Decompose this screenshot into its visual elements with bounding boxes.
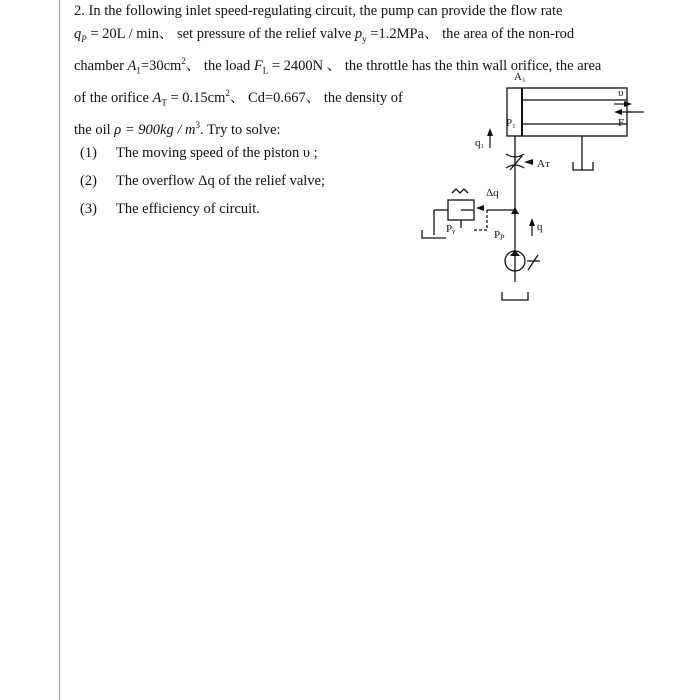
label-p1: P₁ <box>506 117 516 129</box>
throttle-adjust <box>510 156 522 170</box>
label-pp: Pₚ <box>494 229 505 241</box>
q1-arrow-icon <box>487 128 493 136</box>
throttle-arrow-icon <box>524 159 533 165</box>
pump-motor-arrow <box>528 255 538 270</box>
question-2: (2) The overflow Δq of the relief valve; <box>80 173 326 190</box>
relief-spring-icon <box>452 189 468 193</box>
problem-line-1: 2. In the following inlet speed-regulating circuit, the pump can provide the flow rate <box>74 3 563 19</box>
velocity-arrow-icon <box>624 101 632 107</box>
tank-symbol-pump <box>502 292 528 300</box>
label-q: q <box>537 221 543 233</box>
label-dq: Δq <box>486 187 499 199</box>
force-arrow-icon <box>614 109 622 115</box>
question-3: (3) The efficiency of circuit. <box>80 200 260 217</box>
question-1: (1) The moving speed of the piston υ ; <box>80 144 318 161</box>
tank-symbol-right <box>573 162 593 170</box>
problem-number: 2. <box>74 3 85 19</box>
flow-arrow-icon <box>529 218 535 226</box>
page-left-border <box>59 0 60 700</box>
problem-line-4: of the orifice $A_T = 0.15cm^2$、 Cd=0.667、 the density of <box>74 88 403 108</box>
problem-line-3: chamber $A_1=30cm^2$、 the load $F_L = 2400N$ 、 the throttle has the thin wall orifice, the area <box>74 55 602 76</box>
hydraulic-circuit-diagram <box>410 60 645 310</box>
pump-arrow-icon <box>510 250 520 256</box>
problem-line-2: $q_P = 20L / \min$、 set pressure of the relief valve $p_y =1.2MPa$、 the area of the non-rod <box>74 25 575 44</box>
label-f: F <box>618 117 625 129</box>
problem-line-5: the oil $\rho = 900kg / m^3$. Try to solve: <box>74 120 281 139</box>
label-py: Pᵧ <box>446 223 456 235</box>
pilot-line <box>474 210 487 230</box>
label-q1: q₁ <box>475 137 485 149</box>
overflow-arrow-icon <box>476 205 484 211</box>
label-a1: A₁ <box>514 71 526 83</box>
label-v: υ <box>618 87 624 99</box>
cylinder-body <box>507 88 627 136</box>
label-at: Aᴛ <box>537 158 550 170</box>
